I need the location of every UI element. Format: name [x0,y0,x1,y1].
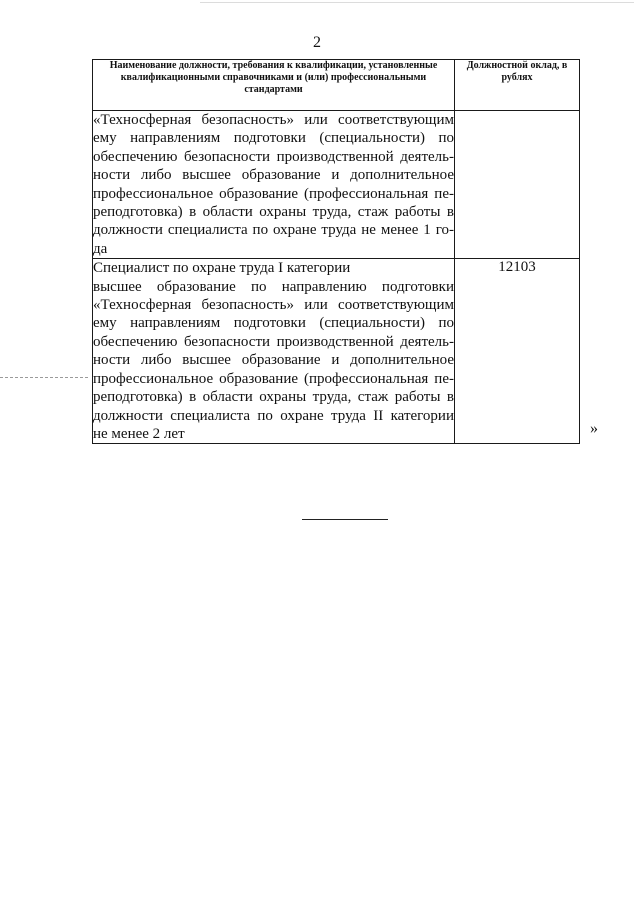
row1-line: обеспечению безопасности производственной деятель- [93,148,454,165]
row2-requirements [93,259,455,444]
table-header-row [93,60,580,111]
scan-artifact-line [0,377,88,378]
row2-line: не менее 2 лет [93,425,185,442]
salary-table [92,59,580,444]
table-row [93,259,580,444]
row1-salary [455,111,580,259]
row2-line: должности специалиста по охране труда II категории [93,407,454,424]
row2-line: обеспечению безопасности производственной деятель- [93,333,454,350]
row1-line: должности специалиста по охране труда не менее 1 го- [93,222,454,239]
row1-line: реподготовка) в области охраны труда, стаж работы в [93,204,454,221]
end-separator-line [302,519,388,520]
header-position-requirements: Наименование должности, требования к квалификации, установленные квалификационными справочниками и (или) профессиональными стандартами [93,60,455,111]
row1-line: да [93,240,108,257]
row2-salary: 12103 [455,259,580,444]
row2-line: профессиональное образование (профессиональная пе- [93,370,454,387]
row2-line: высшее образование по направлению подготовки [93,278,454,295]
row2-line: «Техносферная безопасность» или соответствующим [93,297,454,314]
row2-line: ему направлениям подготовки (специальности) по [93,315,454,332]
closing-quote: » [590,420,598,437]
row2-line: реподготовка) в области охраны труда, стаж работы в [93,389,454,406]
header-salary: Должностной оклад, в рублях [455,60,580,111]
row1-line: «Техносферная безопасность» или соответствующим [93,112,454,128]
row1-line: ему направлениям подготовки (специальности) по [93,130,454,147]
scan-top-edge [200,2,634,3]
row1-line: ности либо высшее образование и дополнительное [93,167,454,184]
table-row [93,111,580,259]
row1-requirements [93,111,455,259]
row1-line: профессиональное образование (профессиональная пе- [93,185,454,202]
page-number: 2 [313,34,321,51]
row2-line: Специалист по охране труда I категории [93,260,351,277]
row2-line: ности либо высшее образование и дополнительное [93,352,454,369]
